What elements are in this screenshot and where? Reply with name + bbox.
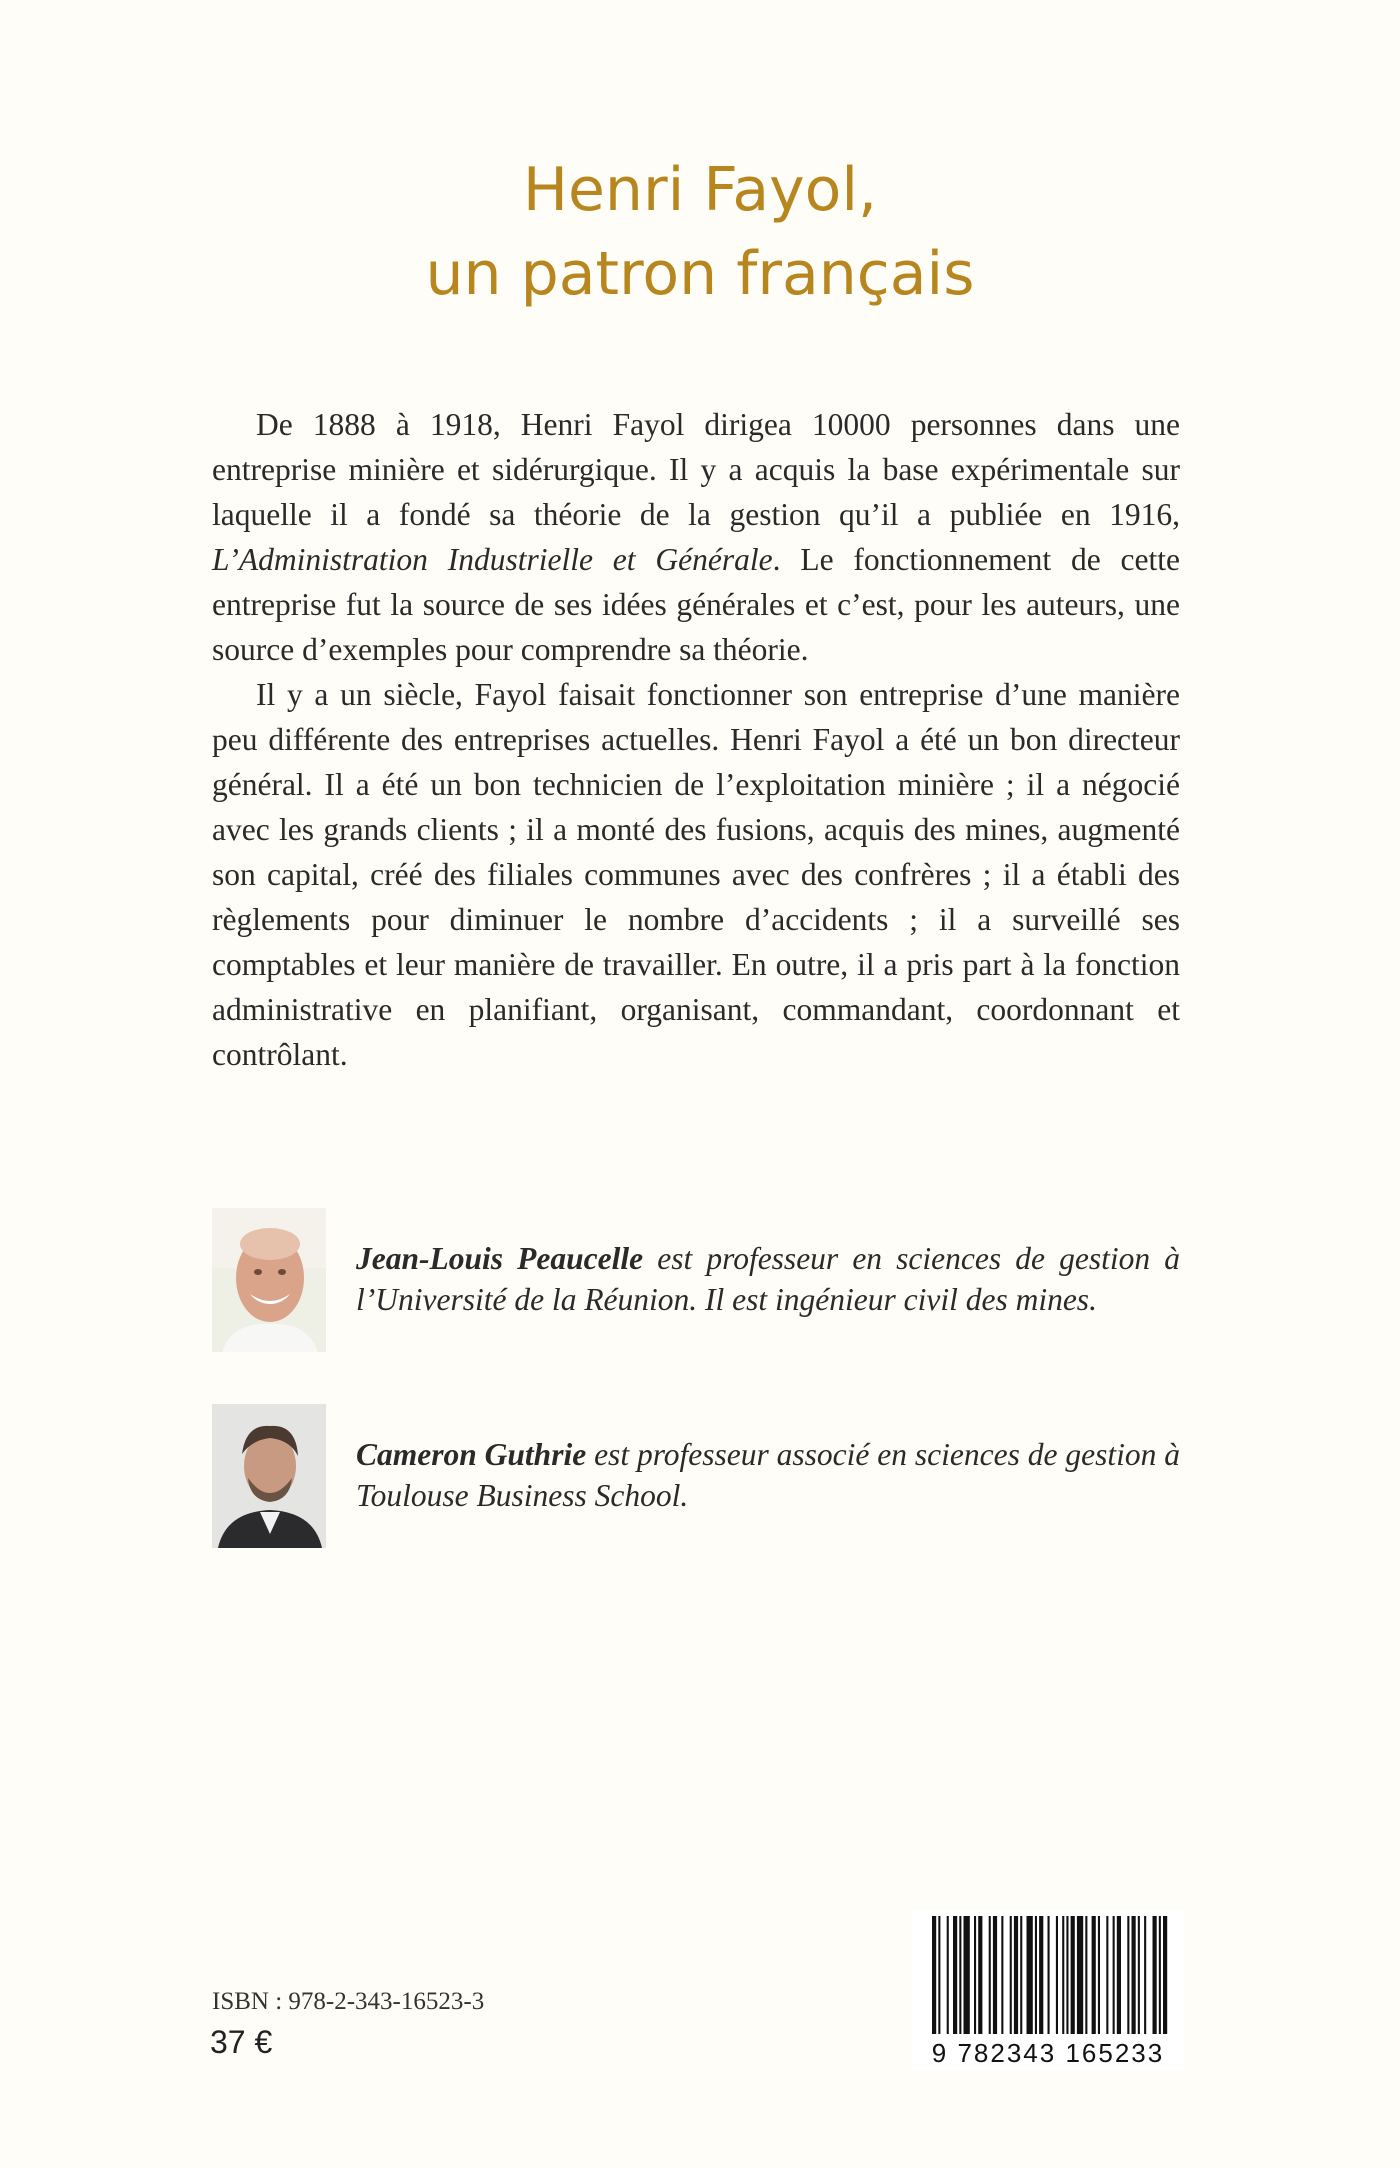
barcode-bar	[1138, 1916, 1140, 2034]
barcode-digits: 9 782343 165233	[931, 2038, 1165, 2068]
back-cover-text	[212, 402, 1180, 1077]
barcode-bar	[1014, 1916, 1018, 2034]
barcode-bar	[1077, 1916, 1083, 2034]
barcode-bar	[1113, 1916, 1115, 2034]
barcode-bar	[1062, 1916, 1064, 2034]
barcode-bar	[964, 1916, 970, 2034]
barcode-bar	[1106, 1916, 1108, 2034]
barcode-bar	[1039, 1916, 1043, 2034]
barcode-bar	[947, 1916, 949, 2034]
book-title	[0, 148, 1400, 316]
title-line-1: Henri Fayol,	[522, 155, 878, 225]
barcode-bar	[1027, 1916, 1033, 2034]
barcode-bar	[1127, 1916, 1129, 2034]
barcode-bar	[1163, 1916, 1167, 2034]
paragraph-2: Il y a un siècle, Fayol faisait fonctionner son entreprise d’une manière peu différente des entreprises actuelles. Henri Fayol a été un bon directeur général. Il a été un bon technicien de l’exploitation minière ; il a négocié avec les grands clients ; il a monté des fusions, acquis des mines, augmenté son capital, créé des filiales communes avec des confrères ; il a établi des règlements pour diminuer le nombre d’accidents ; il a surveillé ses comptables et leur manière de travailler. En outre, il a pris part à la fonction administrative en planifiant, organisant, commandant, coordonnant et contrôlant.	[212, 677, 1180, 1072]
barcode-bar	[1098, 1916, 1100, 2034]
barcode	[912, 1910, 1184, 2070]
author-2-bio: Cameron Guthrie est professeur associé en sciences de gestion à Toulouse Business School.	[356, 1437, 1180, 1513]
barcode-bar	[974, 1916, 976, 2034]
author-1-photo	[212, 1208, 326, 1352]
author-1-name: Jean-Louis Peaucelle	[356, 1241, 644, 1276]
barcode-bar	[1001, 1916, 1003, 2034]
barcode-bar	[932, 1916, 936, 2034]
barcode-bar	[1144, 1916, 1146, 2034]
barcode-bar	[938, 1916, 940, 2034]
title-line-2: un patron français	[425, 239, 975, 309]
barcode-bar	[1159, 1916, 1161, 2034]
paragraph-1: De 1888 à 1918, Henri Fayol dirigea 10000 personnes dans une entreprise minière et sidérurgique. Il y a acquis la base expérimentale sur laquelle il a fondé sa théorie de la gestion qu’il a publiée en 1916, L’Administration Industrielle et Générale. Le fonctionnement de cette entreprise fut la source de ses idées générales et c’est, pour les auteurs, une source d’exemples pour comprendre sa théorie.	[212, 407, 1180, 667]
barcode-bar	[959, 1916, 961, 2034]
barcode-bar	[1071, 1916, 1075, 2034]
barcode-bar	[1010, 1916, 1012, 2034]
isbn: ISBN : 978-2-343-16523-3	[212, 1988, 485, 2015]
barcode-bar	[1066, 1916, 1068, 2034]
barcode-bar	[993, 1916, 997, 2034]
barcode-bar	[1153, 1916, 1157, 2034]
barcode-bar	[1035, 1916, 1037, 2034]
barcode-bar	[1132, 1916, 1136, 2034]
author-2-photo	[212, 1404, 326, 1548]
barcode-bar	[1048, 1916, 1050, 2034]
barcode-bar	[1085, 1916, 1087, 2034]
barcode-bar	[1092, 1916, 1096, 2034]
author-2-name: Cameron Guthrie	[356, 1437, 587, 1472]
barcode-bar	[978, 1916, 982, 2034]
barcode-bar	[1056, 1916, 1058, 2034]
barcode-bar	[989, 1916, 991, 2034]
barcode-bar	[953, 1916, 957, 2034]
barcode-bar	[1020, 1916, 1022, 2034]
author-1-bio: Jean-Louis Peaucelle est professeur en sciences de gestion à l’Université de la Réunion. Il est ingénieur civil des mines.	[356, 1241, 1180, 1317]
price: 37 €	[210, 2024, 273, 2060]
book-reference: L’Administration Industrielle et Générale	[212, 542, 773, 577]
barcode-bar	[1117, 1916, 1121, 2034]
